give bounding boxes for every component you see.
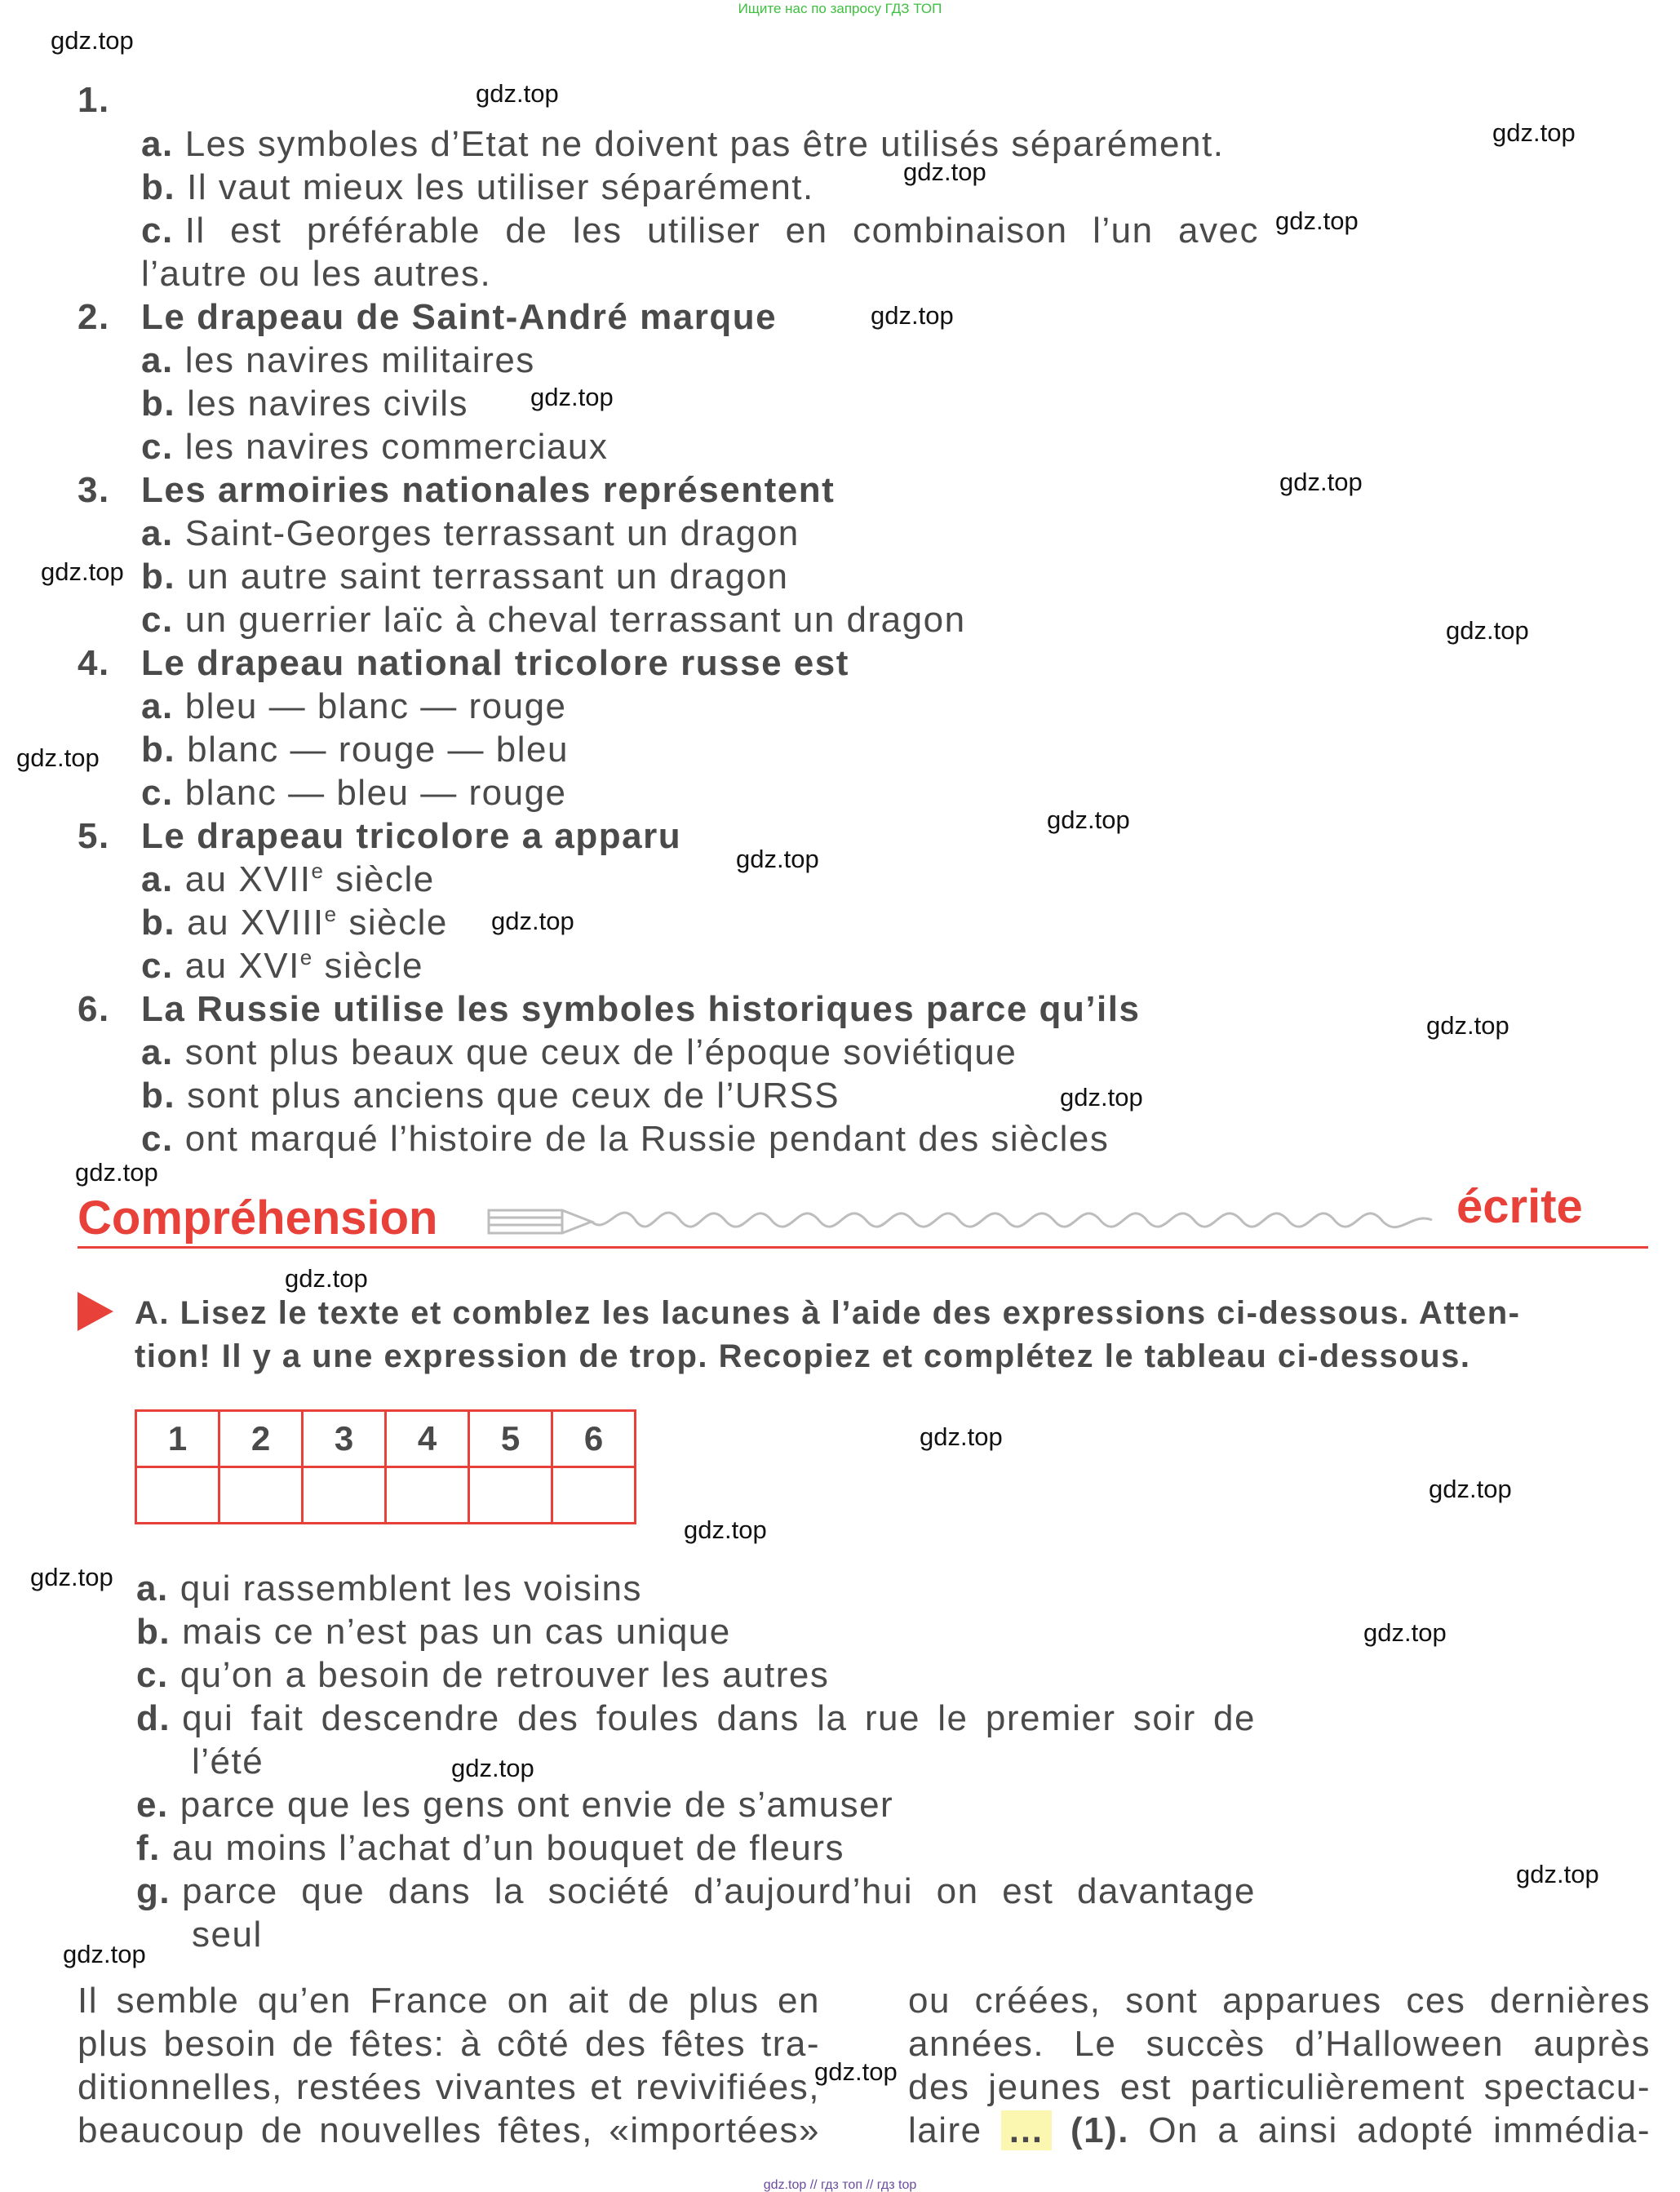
expression-e: e. parce que les gens ont envie de s’amuser: [136, 1785, 894, 1825]
answer-table-header: 3: [303, 1411, 386, 1467]
top-banner: Ищите нас по запросу ГДЗ ТОП: [738, 1, 942, 16]
answer-table-header: 5: [469, 1411, 552, 1467]
question-3-title: 3. Les armoiries nationales représentent: [78, 470, 836, 510]
q1-option-b: b. Il vaut mieux les utiliser séparément.: [141, 167, 814, 207]
watermark-label: gdz.top: [75, 1158, 158, 1187]
q1-option-c: c. Il est préférable de les utiliser en combinaison l’un avec: [141, 211, 1259, 251]
text-left-line-3: ditionnelles, restées vivantes et revivifiées,: [78, 2067, 820, 2107]
pencil-scribble-decoration: [485, 1187, 1440, 1253]
answer-cell: [136, 1467, 219, 1524]
answer-cell: [219, 1467, 303, 1524]
watermark-label: gdz.top: [285, 1264, 368, 1293]
answer-table-header: 4: [386, 1411, 469, 1467]
watermark-label: gdz.top: [920, 1422, 1003, 1451]
watermark-label: gdz.top: [30, 1563, 113, 1591]
watermark-label: gdz.top: [451, 1754, 534, 1782]
q2-option-a: a. les navires militaires: [141, 340, 535, 380]
watermark-label: gdz.top: [1275, 206, 1359, 235]
watermark-label: gdz.top: [51, 26, 134, 55]
answer-table-header: 2: [219, 1411, 303, 1467]
answer-table-header: 6: [552, 1411, 636, 1467]
watermark-label: gdz.top: [491, 907, 574, 935]
watermark-label: gdz.top: [1047, 805, 1130, 834]
watermark-label: gdz.top: [1492, 118, 1576, 147]
watermark-label: gdz.top: [530, 383, 614, 411]
exercise-instruction-line1: A. Lisez le texte et comblez les lacunes à l’aide des expressions ci-dessous. Atten-: [135, 1295, 1521, 1331]
section-title-left: Compréhension: [78, 1191, 438, 1245]
answer-table-header-row: [136, 1411, 636, 1467]
watermark-label: gdz.top: [684, 1515, 767, 1544]
section-underline: [78, 1246, 1648, 1249]
q4-option-a: a. bleu — blanc — rouge: [141, 686, 567, 726]
play-arrow-icon: [78, 1292, 113, 1331]
q2-option-c: c. les navires commerciaux: [141, 427, 609, 467]
watermark-label: gdz.top: [814, 2057, 898, 2086]
text-left-line-1: Il semble qu’en France on ait de plus en: [78, 1981, 820, 2021]
watermark-label: gdz.top: [1279, 468, 1363, 496]
question-1-number: 1.: [78, 80, 110, 120]
answer-cell: [469, 1467, 552, 1524]
watermark-label: gdz.top: [871, 301, 954, 330]
watermark-label: gdz.top: [1363, 1618, 1447, 1647]
watermark-label: gdz.top: [1446, 616, 1529, 645]
answer-table-blank-row: [136, 1467, 636, 1524]
q5-option-b: b. au XVIIIe siècle: [141, 902, 448, 943]
question-4-title: 4. Le drapeau national tricolore russe est: [78, 643, 849, 683]
gap-reference: (1).: [1070, 2110, 1129, 2150]
q6-option-b: b. sont plus anciens que ceux de l’URSS: [141, 1076, 840, 1116]
answer-cell: [303, 1467, 386, 1524]
watermark-label: gdz.top: [63, 1940, 146, 1968]
answer-table-header: 1: [136, 1411, 219, 1467]
text-left-line-4: beaucoup de nouvelles fêtes, «importées»: [78, 2110, 820, 2150]
text-right-line-2: années. Le succès d’Halloween auprès: [908, 2024, 1651, 2064]
expression-g: g. parce que dans la société d’aujourd’hui on est davantage: [136, 1871, 1256, 1911]
answer-table: [135, 1409, 636, 1524]
watermark-label: gdz.top: [41, 557, 124, 586]
question-2-title: 2. Le drapeau de Saint-André marque: [78, 297, 778, 337]
watermark-label: gdz.top: [736, 845, 819, 873]
expression-c: c. qu’on a besoin de retrouver les autres: [136, 1655, 830, 1695]
q3-option-b: b. un autre saint terrassant un dragon: [141, 557, 789, 597]
watermark-label: gdz.top: [1516, 1860, 1599, 1888]
watermark-label: gdz.top: [1426, 1011, 1509, 1040]
expression-d: d. qui fait descendre des foules dans la rue le premier soir de: [136, 1698, 1256, 1738]
expression-g-continued: seul: [192, 1915, 263, 1955]
gap-placeholder: …: [1001, 2110, 1052, 2150]
text-left-line-2: plus besoin de fêtes: à côté des fêtes tra-: [78, 2024, 820, 2064]
text-right-line-1: ou créées, sont apparues ces dernières: [908, 1981, 1651, 2021]
question-6-title: 6. La Russie utilise les symboles historiques parce qu’ils: [78, 989, 1141, 1029]
q4-option-c: c. blanc — bleu — rouge: [141, 773, 567, 813]
exercise-instruction-line2: tion! Il y a une expression de trop. Recopiez et complétez le tableau ci-dessous.: [135, 1338, 1471, 1374]
watermark-label: gdz.top: [16, 743, 100, 772]
q1-option-a: a. Les symboles d’Etat ne doivent pas être utilisés séparément.: [141, 124, 1225, 164]
text-right-line-3: des jeunes est particulièrement spectacu-: [908, 2067, 1651, 2107]
bottom-banner: gdz.top // гдз топ // гдз top: [763, 2178, 917, 2192]
answer-cell: [552, 1467, 636, 1524]
q5-option-c: c. au XVIe siècle: [141, 945, 423, 986]
q6-option-a: a. sont plus beaux que ceux de l’époque soviétique: [141, 1032, 1017, 1072]
q1-option-c-continued: l’autre ou les autres.: [141, 254, 492, 294]
watermark-label: gdz.top: [1429, 1475, 1512, 1503]
question-5-title: 5. Le drapeau tricolore a apparu: [78, 816, 682, 856]
q4-option-b: b. blanc — rouge — bleu: [141, 730, 569, 770]
q3-option-c: c. un guerrier laïc à cheval terrassant un dragon: [141, 600, 966, 640]
section-title-right: écrite: [1456, 1180, 1583, 1233]
watermark-label: gdz.top: [476, 79, 559, 108]
expression-d-continued: l’été: [192, 1742, 264, 1782]
answer-cell: [386, 1467, 469, 1524]
q5-option-a: a. au XVIIe siècle: [141, 859, 435, 899]
text-right-line-4: laire … (1). On a ainsi adopté immédia-: [908, 2110, 1651, 2150]
expression-b: b. mais ce n’est pas un cas unique: [136, 1612, 731, 1652]
expression-a: a. qui rassemblent les voisins: [136, 1569, 642, 1609]
expression-f: f. au moins l’achat d’un bouquet de fleurs: [136, 1828, 845, 1868]
q2-option-b: b. les navires civils: [141, 384, 468, 424]
q6-option-c: c. ont marqué l’histoire de la Russie pendant des siècles: [141, 1119, 1110, 1159]
watermark-label: gdz.top: [903, 158, 986, 186]
q3-option-a: a. Saint-Georges terrassant un dragon: [141, 513, 800, 553]
watermark-label: gdz.top: [1060, 1083, 1143, 1112]
